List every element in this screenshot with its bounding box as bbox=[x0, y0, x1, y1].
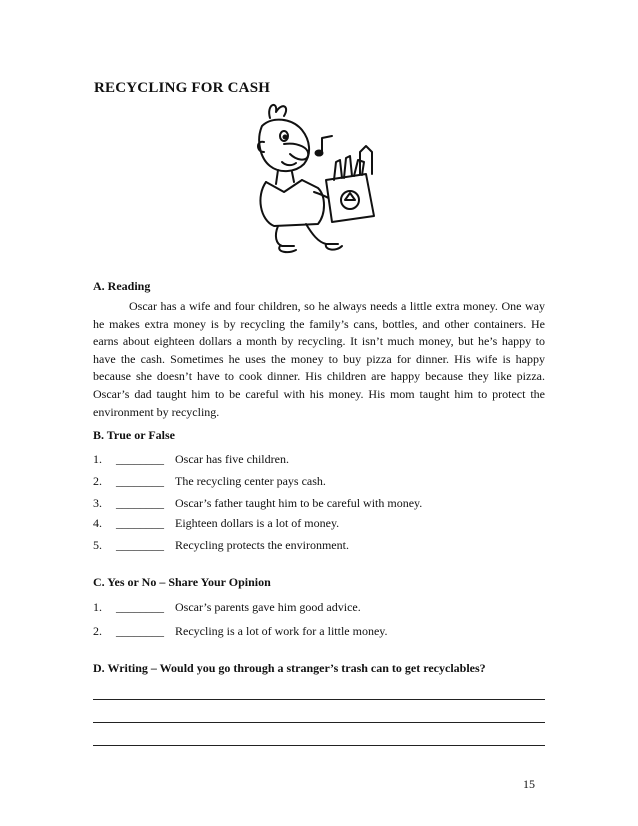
writing-heading: D. Writing – Would you go through a stranger’s trash can to get recyclables? bbox=[93, 661, 486, 675]
answer-blank: ________ bbox=[116, 452, 164, 466]
answer-blank: ________ bbox=[116, 538, 164, 552]
writing-line bbox=[93, 722, 545, 723]
item-text: Recycling protects the environment. bbox=[175, 538, 349, 552]
item-text: Recycling is a lot of work for a little money. bbox=[175, 624, 388, 638]
item-number: 2. bbox=[93, 474, 102, 488]
item-text: Oscar’s parents gave him good advice. bbox=[175, 600, 361, 614]
yes-no-heading: C. Yes or No – Share Your Opinion bbox=[93, 575, 271, 589]
page-number: 15 bbox=[523, 777, 535, 791]
answer-blank: ________ bbox=[116, 516, 164, 530]
list-item bbox=[93, 538, 545, 554]
list-item bbox=[93, 516, 545, 532]
item-number: 1. bbox=[93, 452, 102, 466]
list-item bbox=[93, 496, 545, 512]
item-number: 1. bbox=[93, 600, 102, 614]
item-text: Eighteen dollars is a lot of money. bbox=[175, 516, 340, 530]
answer-blank: ________ bbox=[116, 600, 164, 614]
item-text: The recycling center pays cash. bbox=[175, 474, 326, 488]
list-item bbox=[93, 452, 545, 468]
man-carrying-recycling-bag-illustration bbox=[226, 96, 396, 258]
reading-passage bbox=[93, 298, 545, 421]
page-title: RECYCLING FOR CASH bbox=[94, 80, 271, 96]
answer-blank: ________ bbox=[116, 624, 164, 638]
answer-blank: ________ bbox=[116, 496, 164, 510]
list-item bbox=[93, 624, 545, 640]
list-item bbox=[93, 600, 545, 616]
reading-heading: A. Reading bbox=[93, 279, 151, 293]
writing-line bbox=[93, 745, 545, 746]
writing-line bbox=[93, 699, 545, 700]
item-number: 5. bbox=[93, 538, 102, 552]
item-text: Oscar’s father taught him to be careful with money. bbox=[175, 496, 423, 510]
item-number: 4. bbox=[93, 516, 102, 530]
item-number: 3. bbox=[93, 496, 102, 510]
true-false-heading: B. True or False bbox=[93, 428, 175, 442]
item-number: 2. bbox=[93, 624, 102, 638]
reading-text: Oscar has a wife and four children, so he always needs a little extra money. One way he makes extra money is by recycling the family’s cans, bottles, and other containers. He earns about eighteen dollars a month by recycling. It isn’t much money, but he’s happy to have the cash. Sometimes he uses the money to buy pizza for dinner. His wife is happy because she doesn’t have to cook dinner. His children are happy because they like pizza. Oscar’s dad taught him to be careful with his money. His mom taught him to protect the environment by recycling. bbox=[93, 299, 545, 419]
answer-blank: ________ bbox=[116, 474, 164, 488]
list-item bbox=[93, 474, 545, 490]
item-text: Oscar has five children. bbox=[175, 452, 289, 466]
